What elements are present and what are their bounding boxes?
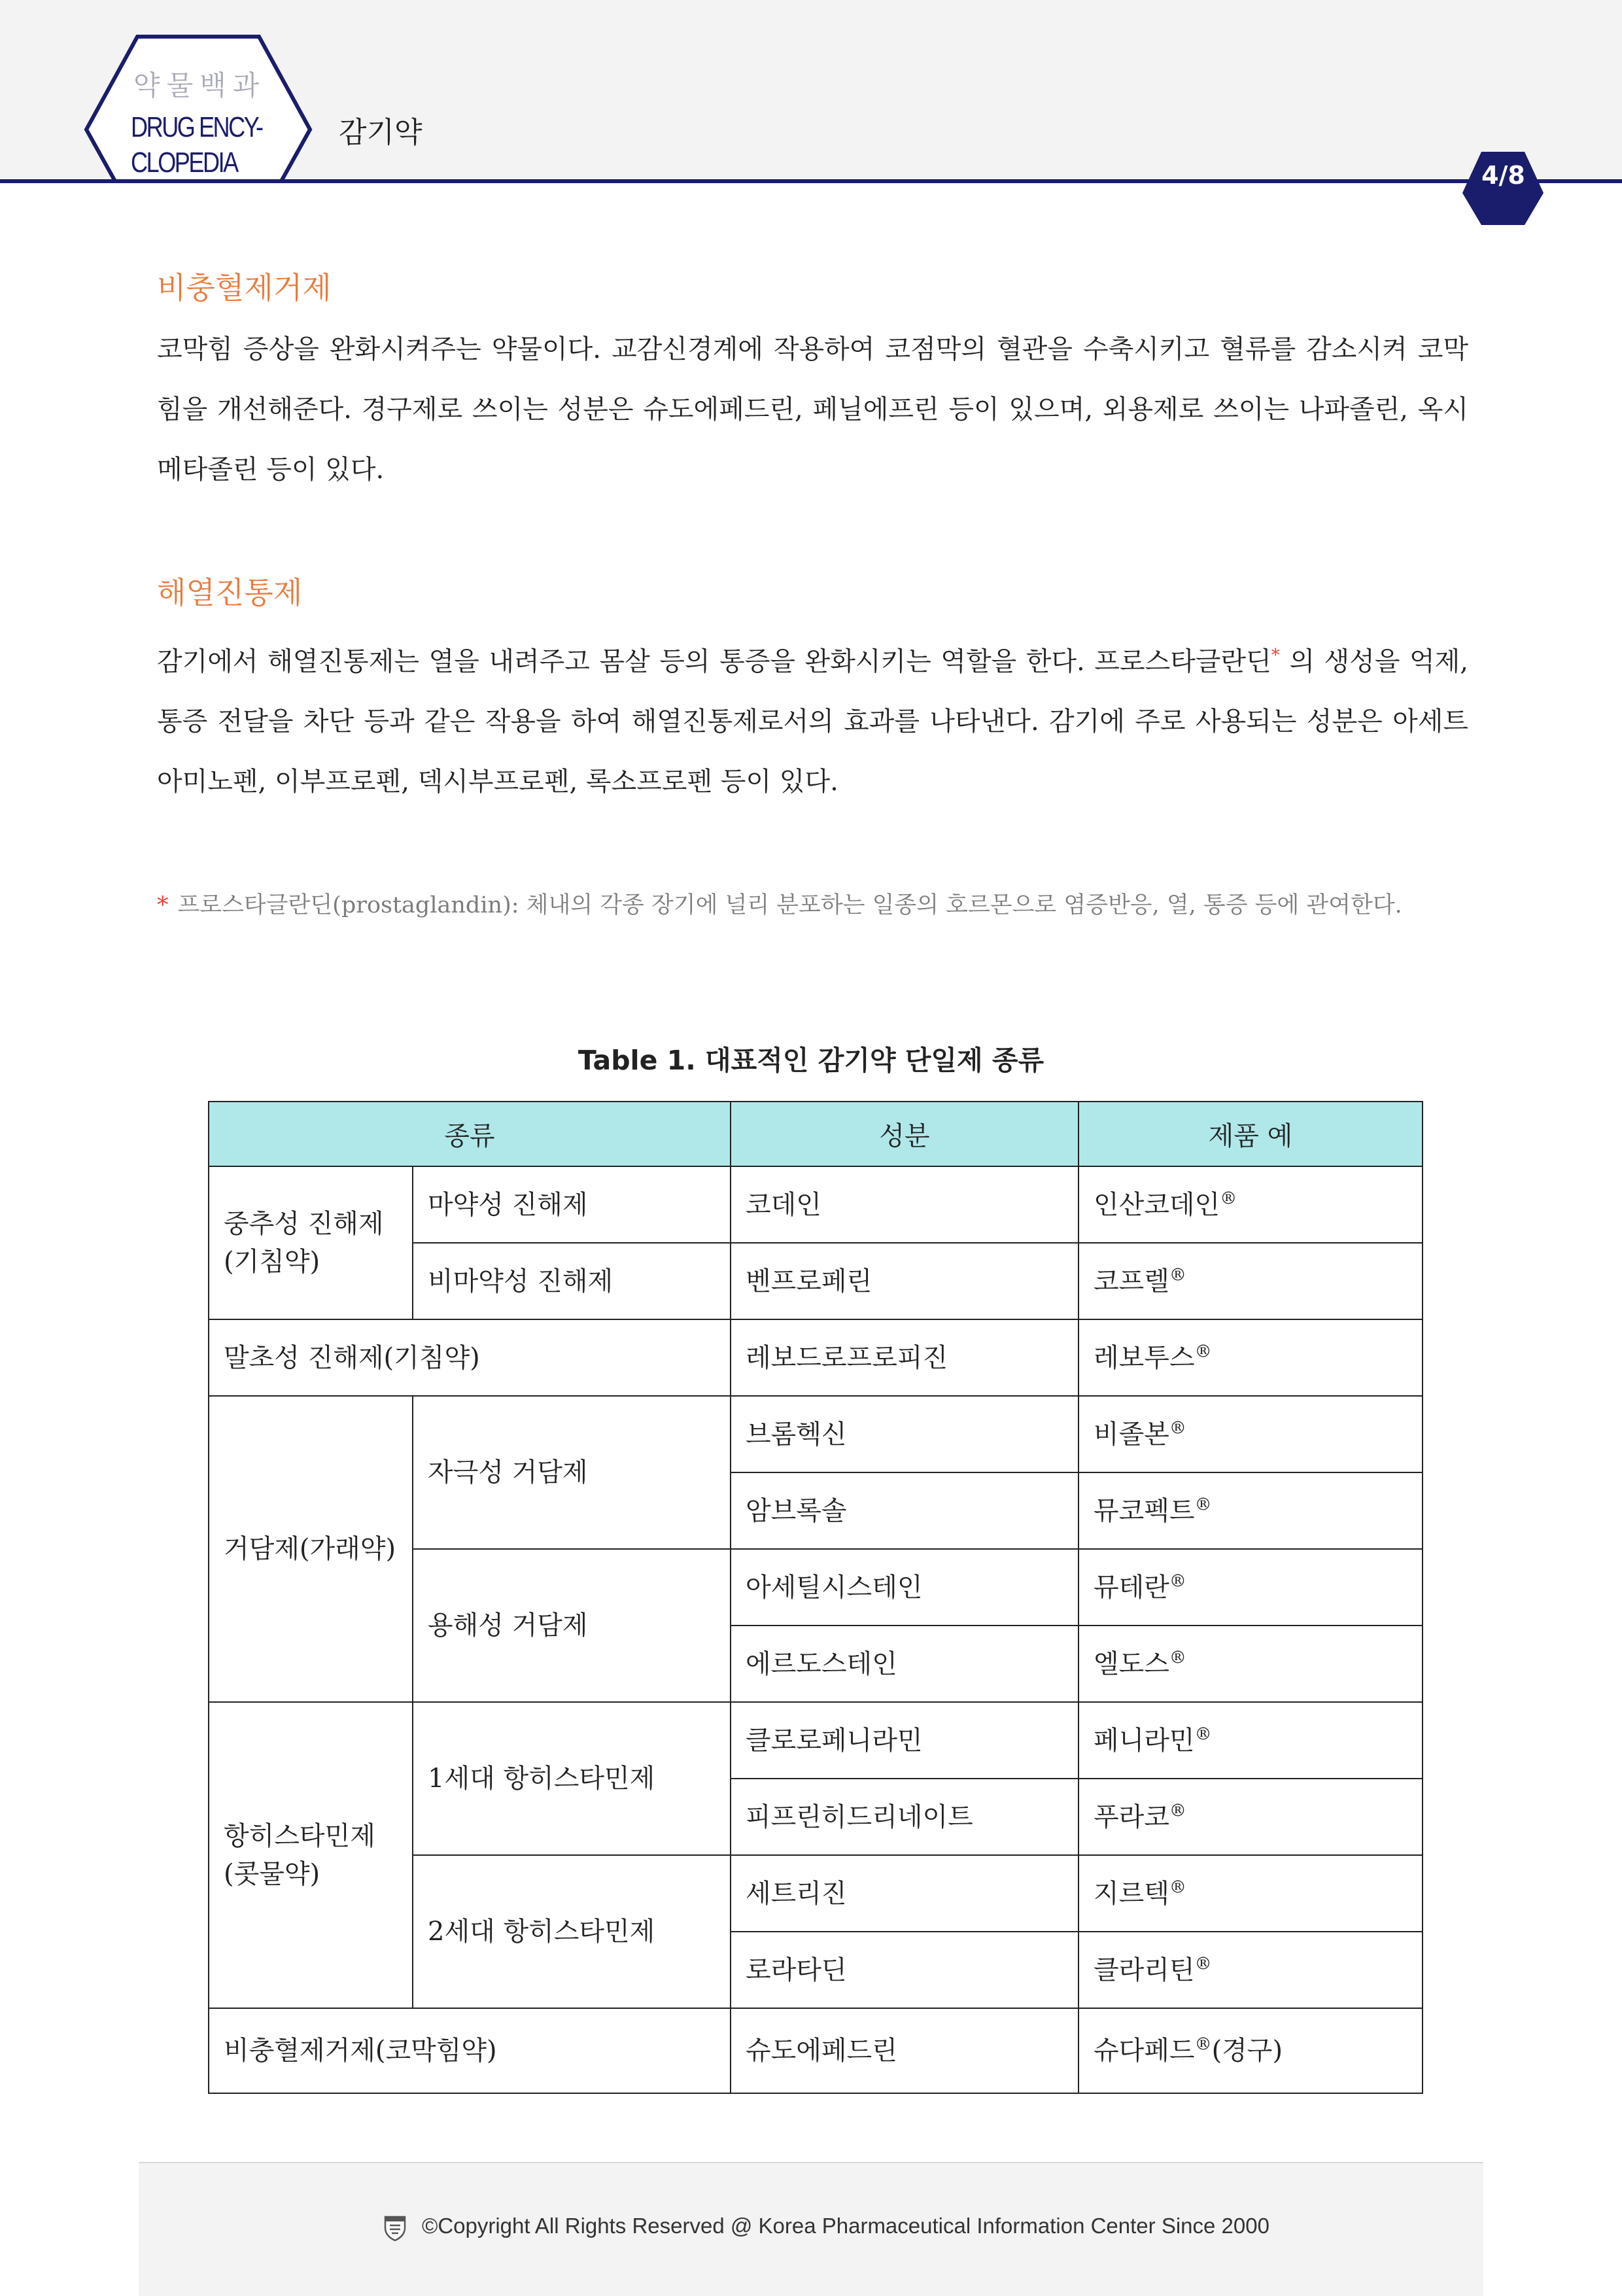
group-cell: 말초성 진해제(기침약) [209, 1319, 731, 1396]
product-cell [1078, 1626, 1423, 1702]
registered-mark: ® [1220, 1189, 1237, 1209]
paragraph-text-part1: 감기에서 해열진통제는 열을 내려주고 몸살 등의 통증을 완화시키는 역할을 한다. 프로스타글란딘 [157, 646, 1271, 677]
product-cell [1078, 1702, 1423, 1779]
logo-korean-text: 약물백과 [133, 69, 266, 101]
subtype-cell: 비마약성 진해제 [413, 1243, 731, 1319]
registered-mark: ® [1194, 2034, 1212, 2055]
logo-mask [78, 184, 294, 210]
registered-mark: ® [1194, 1342, 1212, 1362]
registered-mark: ® [1194, 1495, 1212, 1515]
product-name: 인산코데인 [1094, 1189, 1220, 1220]
copyright-text: ©Copyright All Rights Reserved @ Korea Pharmaceutical Information Center Since 2000 [422, 2214, 1269, 2238]
ingredient-cell: 아세틸시스테인 [731, 1549, 1078, 1626]
product-name: 푸라코 [1094, 1801, 1169, 1832]
logo-english-text [131, 110, 292, 181]
page-indicator: 4/8 [1481, 161, 1525, 190]
logo-english-line1: DRUG ENCY- [131, 111, 262, 143]
registered-mark: ® [1169, 1648, 1186, 1668]
product-cell [1078, 1243, 1423, 1319]
table-caption: Table 1. 대표적인 감기약 단일제 종류 [578, 1045, 1044, 1076]
ingredient-cell: 세트리진 [731, 1855, 1078, 1932]
ingredient-cell: 피프린히드리네이트 [731, 1779, 1078, 1855]
subtype-cell: 2세대 항히스타민제 [413, 1855, 731, 2008]
product-name: 뮤테란 [1094, 1572, 1169, 1603]
paragraph-text-part2: 의 생성을 억제, 통증 전달을 차단 등과 같은 작용을 하여 해열진통제로서의 효과를 나타낸다. 감기에 주로 사용되는 성분은 아세트아미노펜, 이부프로펜, 덱시부프로펜, 록소프로펜 등이 있다. [157, 646, 1469, 797]
product-cell [1078, 2008, 1423, 2093]
subtype-cell: 1세대 항히스타민제 [413, 1702, 731, 1855]
product-name: 뮤코펙트 [1094, 1495, 1195, 1526]
product-cell [1078, 1855, 1423, 1932]
product-suffix: (경구) [1211, 2036, 1283, 2066]
ingredient-cell: 로라타딘 [731, 1932, 1078, 2008]
ingredient-cell: 클로로페니라민 [731, 1702, 1078, 1779]
section-title-analgesic: 해열진통제 [157, 575, 303, 610]
table-row [209, 1166, 1423, 1243]
product-name: 비졸본 [1094, 1419, 1169, 1450]
product-name: 클라리틴 [1094, 1955, 1195, 1985]
table-row [209, 1319, 1423, 1396]
cold-medicine-table [208, 1101, 1423, 2094]
group-cell: 중추성 진해제(기침약) [209, 1166, 413, 1319]
ingredient-cell: 벤프로페린 [731, 1243, 1078, 1319]
header-type: 종류 [209, 1102, 731, 1166]
table-row [209, 2008, 1423, 2093]
registered-mark: ® [1169, 1571, 1186, 1592]
product-cell [1078, 1396, 1423, 1472]
product-cell [1078, 1166, 1423, 1243]
ingredient-cell: 브롬헥신 [731, 1396, 1078, 1472]
registered-mark: ® [1169, 1418, 1186, 1438]
registered-mark: ® [1194, 1954, 1212, 1974]
subtype-cell: 용해성 거담제 [413, 1549, 731, 1702]
ingredient-cell: 에르도스테인 [731, 1626, 1078, 1702]
ingredient-cell: 암브록솔 [731, 1472, 1078, 1549]
product-cell [1078, 1932, 1423, 2008]
header-ingredient: 성분 [731, 1102, 1078, 1166]
shield-emblem-icon [384, 2215, 406, 2241]
ingredient-cell: 레보드로프로피진 [731, 1319, 1078, 1396]
ingredient-cell: 슈도에페드린 [731, 2008, 1078, 2093]
registered-mark: ® [1169, 1801, 1186, 1821]
footnote-text: 프로스타글란딘(prostaglandin): 체내의 각종 장기에 널리 분포하는 일종의 호르몬으로 염증반응, 열, 통증 등에 관여한다. [177, 892, 1402, 918]
group-cell: 거담제(가래약) [209, 1396, 413, 1702]
product-name: 지르텍 [1094, 1878, 1169, 1909]
header-product: 제품 예 [1078, 1102, 1423, 1166]
section-title-decongestant: 비충혈제거제 [157, 270, 332, 305]
subtype-cell: 마약성 진해제 [413, 1166, 731, 1243]
table-row [209, 1396, 1423, 1472]
section-paragraph-analgesic [157, 625, 1468, 812]
product-name: 슈다페드 [1094, 2036, 1195, 2066]
product-name: 엘도스 [1094, 1648, 1169, 1679]
product-cell [1078, 1779, 1423, 1855]
logo-english-line2: CLOPEDIA [131, 147, 237, 179]
footnote-reference-mark: * [1271, 646, 1280, 665]
subtype-cell: 자극성 거담제 [413, 1396, 731, 1549]
product-name: 코프렐 [1094, 1266, 1169, 1296]
product-name: 레보투스 [1094, 1342, 1195, 1373]
product-name: 페니라민 [1094, 1725, 1195, 1756]
registered-mark: ® [1169, 1877, 1186, 1898]
registered-mark: ® [1194, 1724, 1212, 1745]
ingredient-cell: 코데인 [731, 1166, 1078, 1243]
product-cell [1078, 1549, 1423, 1626]
footnote [157, 878, 1468, 933]
table-header-row [209, 1102, 1423, 1166]
section-paragraph-decongestant: 코막힘 증상을 완화시켜주는 약물이다. 교감신경계에 작용하여 코점막의 혈관을 수축시키고 혈류를 감소시켜 코막힘을 개선해준다. 경구제로 쓰이는 성분은 슈도에페드린, 페닐에프린 등이 있으며, 외용제로 쓰이는 나파졸린, 옥시메타졸린 등이 있다. [157, 334, 1468, 485]
registered-mark: ® [1169, 1265, 1186, 1285]
table-row [209, 1702, 1423, 1779]
product-cell [1078, 1472, 1423, 1549]
footnote-mark: * [157, 892, 169, 918]
document-title: 감기약 [339, 116, 423, 149]
product-cell [1078, 1319, 1423, 1396]
group-cell: 비충혈제거제(코막힘약) [209, 2008, 731, 2093]
group-cell: 항히스타민제(콧물약) [209, 1702, 413, 2008]
